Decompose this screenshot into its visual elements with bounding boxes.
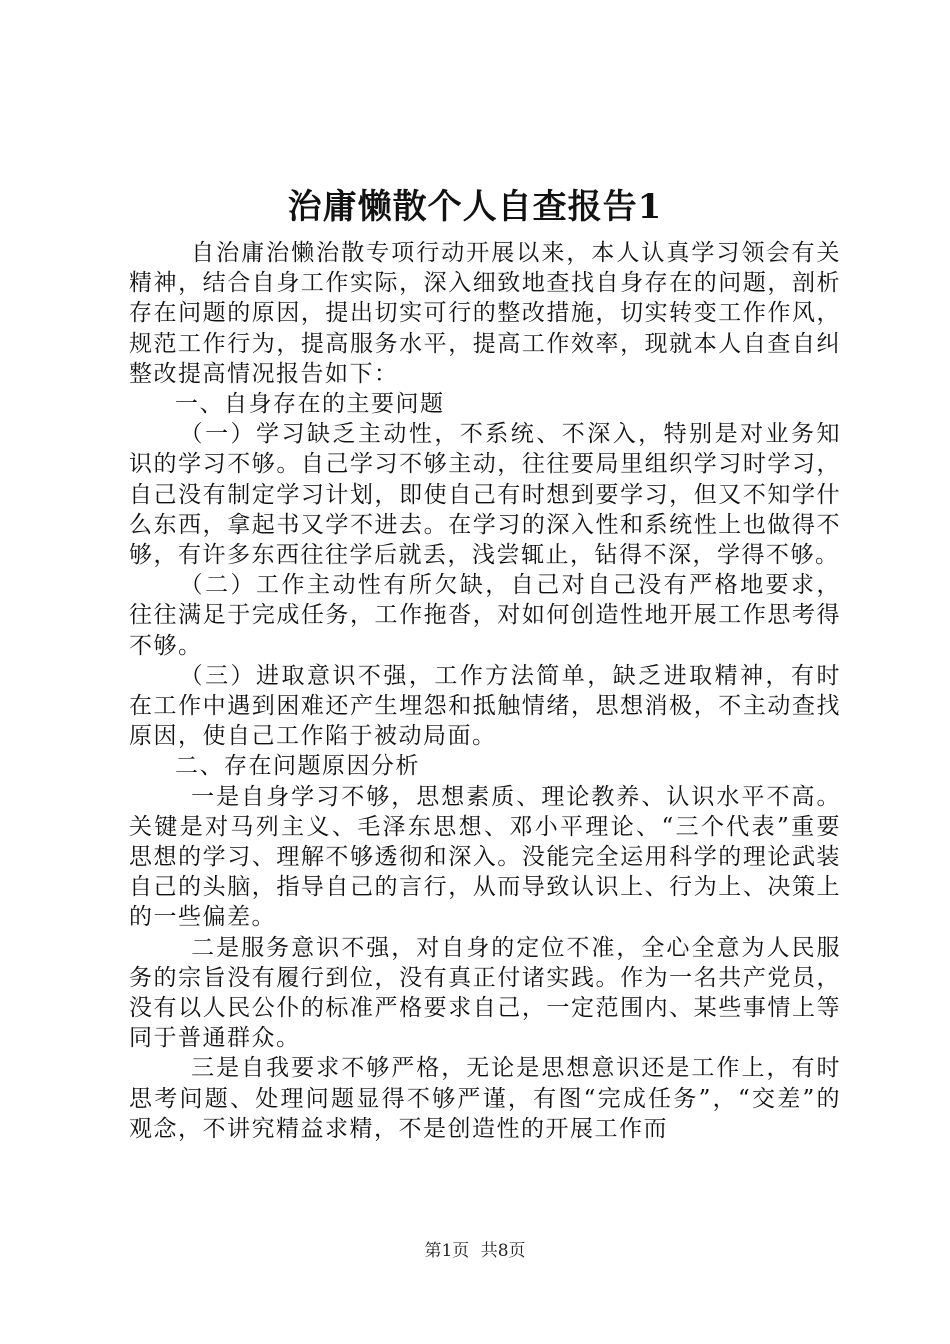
- page-footer: [0, 1239, 950, 1263]
- page-number: 第1页: [424, 1241, 470, 1261]
- problem-paragraph-3: （三）进取意识不强，工作方法简单，缺乏进取精神，有时在工作中遇到困难还产生埋怨和抵触情绪，思想消极，不主动查找原因，使自己工作陷于被动局面。: [129, 662, 841, 750]
- cause-paragraph-1: 一是自身学习不够，思想素质、理论教养、认识水平不高。关键是对马列主义、毛泽东思想、邓小平理论、“三个代表”重要思想的学习、理解不够透彻和深入。没能完全运用科学的理论武装自己的头脑，指导自己的言行，从而导致认识上、行为上、决策上的一些偏差。: [129, 783, 841, 931]
- problem-paragraph-1: （一）学习缺乏主动性，不系统、不深入，特别是对业务知识的学习不够。自己学习不够主动，往往要局里组织学习时学习，自己没有制定学习计划，即使自己有时想到要学习，但又不知学什么东西，拿起书又学不进去。在学习的深入性和系统性上也做得不够，有许多东西往往学后就丢，浅尝辄止，钻得不深，学得不够。: [129, 421, 841, 569]
- cause-paragraph-3: 三是自我要求不够严格，无论是思想意识还是工作上，有时思考问题、处理问题显得不够严谨，有图“完成任务”，“交差”的观念，不讲究精益求精，不是创造性的开展工作而: [129, 1055, 841, 1142]
- section-heading-problems: 一、自身存在的主要问题: [175, 391, 445, 418]
- document-body: [129, 238, 841, 1144]
- section-heading-causes: 二、存在问题原因分析: [175, 753, 420, 780]
- document-title: 治庸懒散个人自查报告1: [287, 187, 663, 227]
- page-total: 共8页: [480, 1241, 526, 1261]
- cause-paragraph-2: 二是服务意识不强，对自身的定位不准，全心全意为人民服务的宗旨没有履行到位，没有真正付诸实践。作为一名共产党员，没有以人民公仆的标准严格要求自己，一定范围内、某些事情上等同于普通群众。: [129, 934, 841, 1052]
- problem-paragraph-2: （二）工作主动性有所欠缺，自己对自己没有严格地要求，往往满足于完成任务，工作拖沓，对如何创造性地开展工作思考得不够。: [129, 572, 841, 659]
- intro-paragraph: 自治庸治懒治散专项行动开展以来，本人认真学习领会有关精神，结合自身工作实际，深入细致地查找自身存在的问题，剖析存在问题的原因，提出切实可行的整改措施，切实转变工作作风，规范工作行为，提高服务水平，提高工作效率，现就本人自查自纠整改提高情况报告如下：: [129, 240, 841, 387]
